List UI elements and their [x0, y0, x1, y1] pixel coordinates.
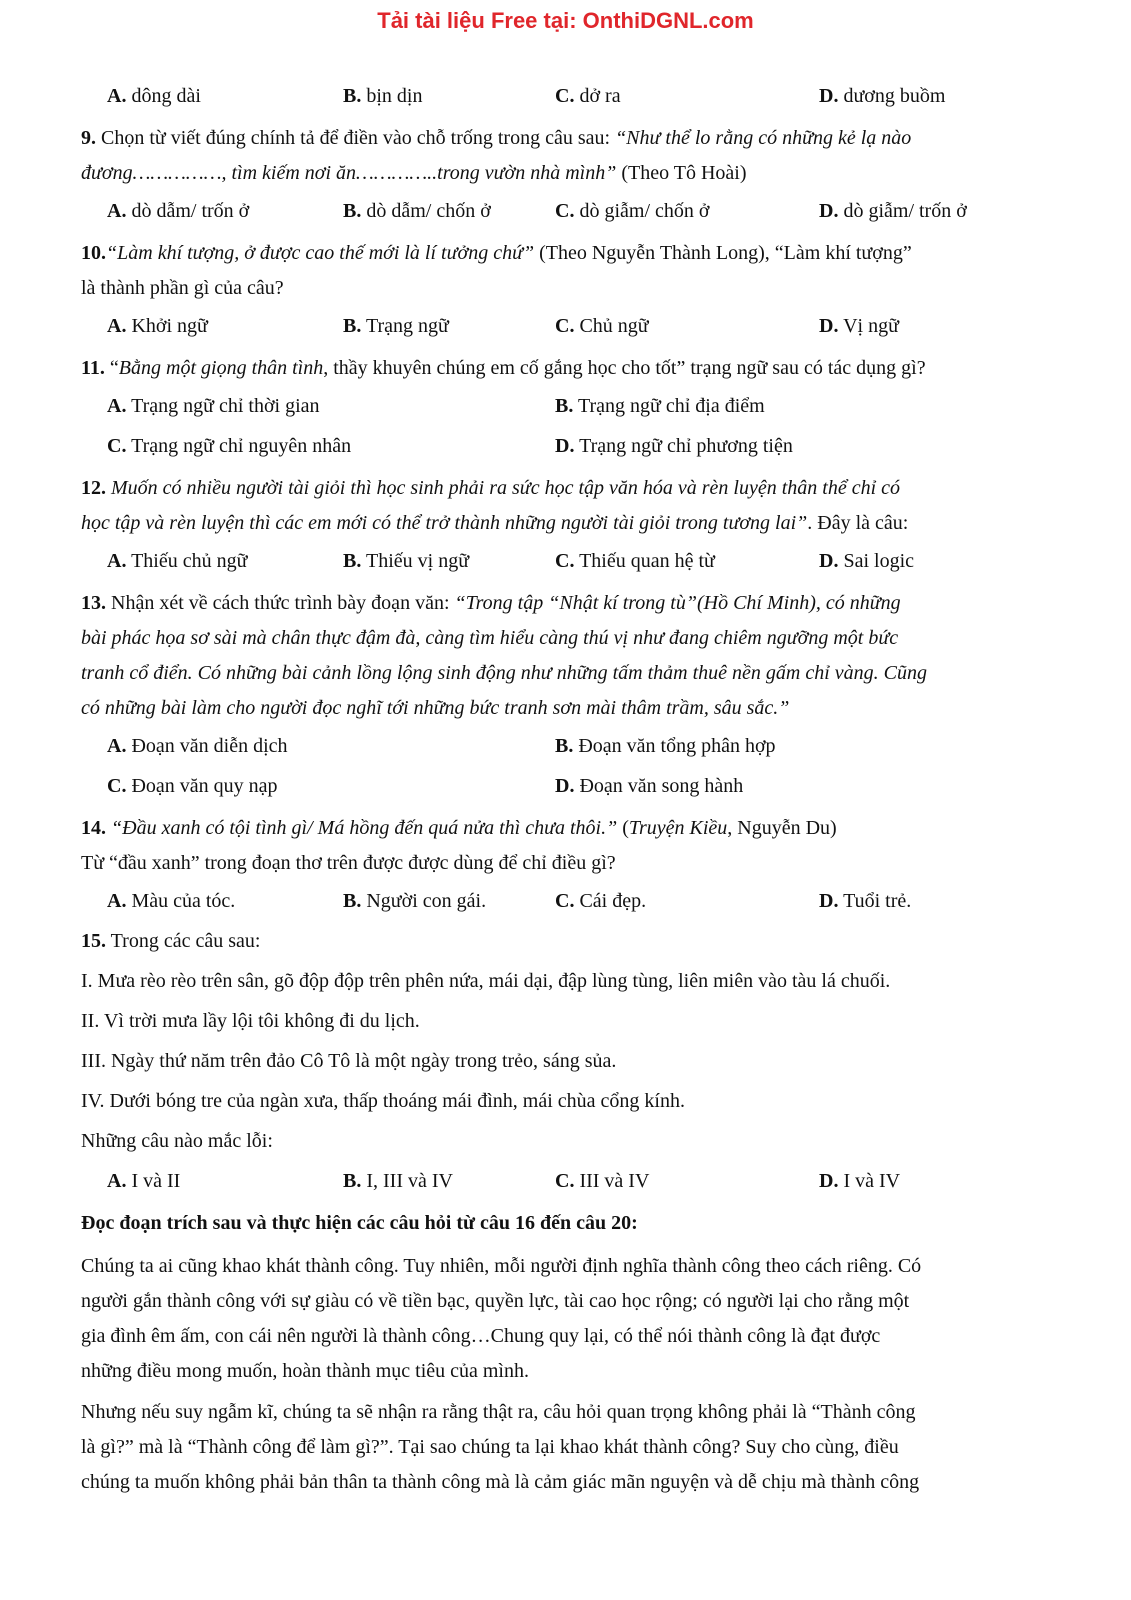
q12-option-d: D. Sai logic [819, 549, 914, 572]
q14-option-d: D. Tuổi trẻ. [819, 889, 912, 912]
question-10: 10.“Làm khí tượng, ở được cao thế mới là lí tưởng chứ” (Theo Nguyễn Thành Long), “Làm khí tượng” là thành phần gì của câu? [81, 242, 912, 299]
q15-item-2: II. Vì trời mưa lầy lội tôi không đi du lịch. [81, 1010, 420, 1032]
question-11: 11. “Bằng một giọng thân tình, thầy khuyên chúng em cố gắng học cho tốt” trạng ngữ sau có tác dụng gì? [81, 357, 926, 379]
question-13: 13. Nhận xét về cách thức trình bày đoạn văn: “Trong tập “Nhật kí trong tù”(Hồ Chí Minh), có những bài phác họa sơ sài mà chân thực đậm đà, càng tìm hiểu càng thú vị như đang chiêm ngưỡng một bức tranh cổ điển. Có những bài cảnh lồng lộng sinh động như những tấm thảm thuê nền gấm chỉ vàng. Cũng có những bài làm cho người đọc nghĩ tới những bức tranh sơn mài thâm trầm, sâu sắc.” [81, 592, 928, 719]
question-15: 15. Trong các câu sau: I. Mưa rèo rèo trên sân, gõ độp độp trên phên nứa, mái dại, đập lùng tùng, liên miên vào tàu lá chuối. II. Vì trời mưa lầy lội tôi không đi du lịch. III. Ngày thứ năm trên đảo Cô Tô là một ngày trong trẻo, sáng sủa. IV. Dưới bóng tre của ngàn xưa, thấp thoáng mái đình, mái chùa cổng kính. Những câu nào mắc lỗi: [81, 921, 1051, 1161]
q15-options [81, 1161, 1051, 1201]
question-12: 12. Muốn có nhiều người tài giỏi thì học sinh phải ra sức học tập văn hóa và rèn luyện thân thể chỉ có học tập và rèn luyện thì các em mới có thể trở thành những người tài giỏi trong tương lai”. Đây là câu: [81, 477, 909, 534]
q11-option-d: D. Trạng ngữ chỉ phương tiện [555, 434, 793, 457]
q10-option-d: D. Vị ngữ [819, 314, 899, 337]
q15-item-4: IV. Dưới bóng tre của ngàn xưa, thấp thoáng mái đình, mái chùa cổng kính. [81, 1090, 685, 1112]
q11-options-row1 [81, 386, 1051, 426]
q14-options [81, 881, 1051, 921]
q8-option-d: D. dương buồm [819, 84, 946, 107]
q15-item-1: I. Mưa rèo rèo trên sân, gõ độp độp trên phên nứa, mái dại, đập lùng tùng, liên miên vào tàu lá chuối. [81, 970, 891, 992]
q13-options-row2 [81, 766, 1051, 806]
q15-option-b: B. I, III và IV [343, 1169, 453, 1192]
q11-option-a: A. Trạng ngữ chỉ thời gian [107, 394, 320, 417]
q9-option-b: B. dò dẫm/ chốn ở [343, 199, 491, 222]
q12-option-b: B. Thiếu vị ngữ [343, 549, 470, 572]
q14-option-b: B. Người con gái. [343, 889, 487, 912]
q9-options [81, 191, 1051, 231]
q8-options [81, 76, 1051, 116]
download-banner[interactable]: Tải tài liệu Free tại: OnthiDGNL.com [377, 8, 754, 33]
exam-content [81, 76, 1051, 1500]
q13-options-row1 [81, 726, 1051, 766]
q15-option-c: C. III và IV [555, 1169, 650, 1192]
q10-option-a: A. Khởi ngữ [107, 314, 208, 337]
q13-option-b: B. Đoạn văn tổng phân hợp [555, 734, 776, 757]
q8-option-a: A. dông dài [107, 84, 201, 107]
q11-option-c: C. Trạng ngữ chỉ nguyên nhân [107, 434, 352, 457]
reading-paragraph-2: Nhưng nếu suy ngẫm kĩ, chúng ta sẽ nhận ra rằng thật ra, câu hỏi quan trọng không phải là “Thành công là gì?” mà là “Thành công để làm gì?”. Tại sao chúng ta lại khao khát thành công? Suy cho cùng, điều chúng ta muốn không phải bản thân ta thành công mà là cảm giác mãn nguyện và dễ chịu mà thành công [81, 1401, 920, 1493]
q10-option-c: C. Chủ ngữ [555, 314, 649, 337]
q9-option-a: A. dò dẫm/ trốn ở [107, 199, 250, 222]
question-14: 14. “Đầu xanh có tội tình gì/ Má hồng đến quá nửa thì chưa thôi.” (Truyện Kiều, Nguyễn Du) Từ “đầu xanh” trong đoạn thơ trên được được dùng để chỉ điều gì? [81, 817, 837, 874]
q15-option-d: D. I và IV [819, 1169, 901, 1192]
q12-option-a: A. Thiếu chủ ngữ [107, 549, 248, 572]
q12-options [81, 541, 1051, 581]
q15-item-3: III. Ngày thứ năm trên đảo Cô Tô là một ngày trong trẻo, sáng sủa. [81, 1050, 617, 1072]
q13-option-d: D. Đoạn văn song hành [555, 774, 744, 797]
question-9: 9. Chọn từ viết đúng chính tả để điền vào chỗ trống trong câu sau: “Như thể lo rằng có những kẻ lạ nào đương……………, tìm kiếm nơi ăn…………..trong vườn nhà mình” (Theo Tô Hoài) [81, 127, 912, 184]
reading-paragraph-1: Chúng ta ai cũng khao khát thành công. Tuy nhiên, mỗi người định nghĩa thành công theo cách riêng. Có người gắn thành công với sự giàu có về tiền bạc, quyền lực, tài cao học rộng; có người lại cho rằng một gia đình êm ấm, con cái nên người là thành công…Chung quy lại, có thể nói thành công là đạt được những điều mong muốn, hoàn thành mục tiêu của mình. [81, 1255, 922, 1382]
q15-prompt: Những câu nào mắc lỗi: [81, 1130, 273, 1152]
reading-heading: Đọc đoạn trích sau và thực hiện các câu hỏi từ câu 16 đến câu 20: [81, 1212, 638, 1234]
q13-option-a: A. Đoạn văn diễn dịch [107, 734, 288, 757]
q12-option-c: C. Thiếu quan hệ từ [555, 549, 715, 572]
q13-option-c: C. Đoạn văn quy nạp [107, 774, 278, 797]
q8-option-c: C. dở ra [555, 84, 621, 107]
q9-option-c: C. dò giẫm/ chốn ở [555, 199, 710, 222]
q11-option-b: B. Trạng ngữ chỉ địa điểm [555, 394, 765, 417]
q14-option-c: C. Cái đẹp. [555, 889, 647, 912]
q11-options-row2 [81, 426, 1051, 466]
q9-option-d: D. dò giẫm/ trốn ở [819, 199, 967, 222]
q10-options [81, 306, 1051, 346]
q15-option-a: A. I và II [107, 1169, 181, 1192]
q14-option-a: A. Màu của tóc. [107, 889, 236, 912]
q10-option-b: B. Trạng ngữ [343, 314, 449, 337]
q8-option-b: B. bịn dịn [343, 84, 423, 107]
